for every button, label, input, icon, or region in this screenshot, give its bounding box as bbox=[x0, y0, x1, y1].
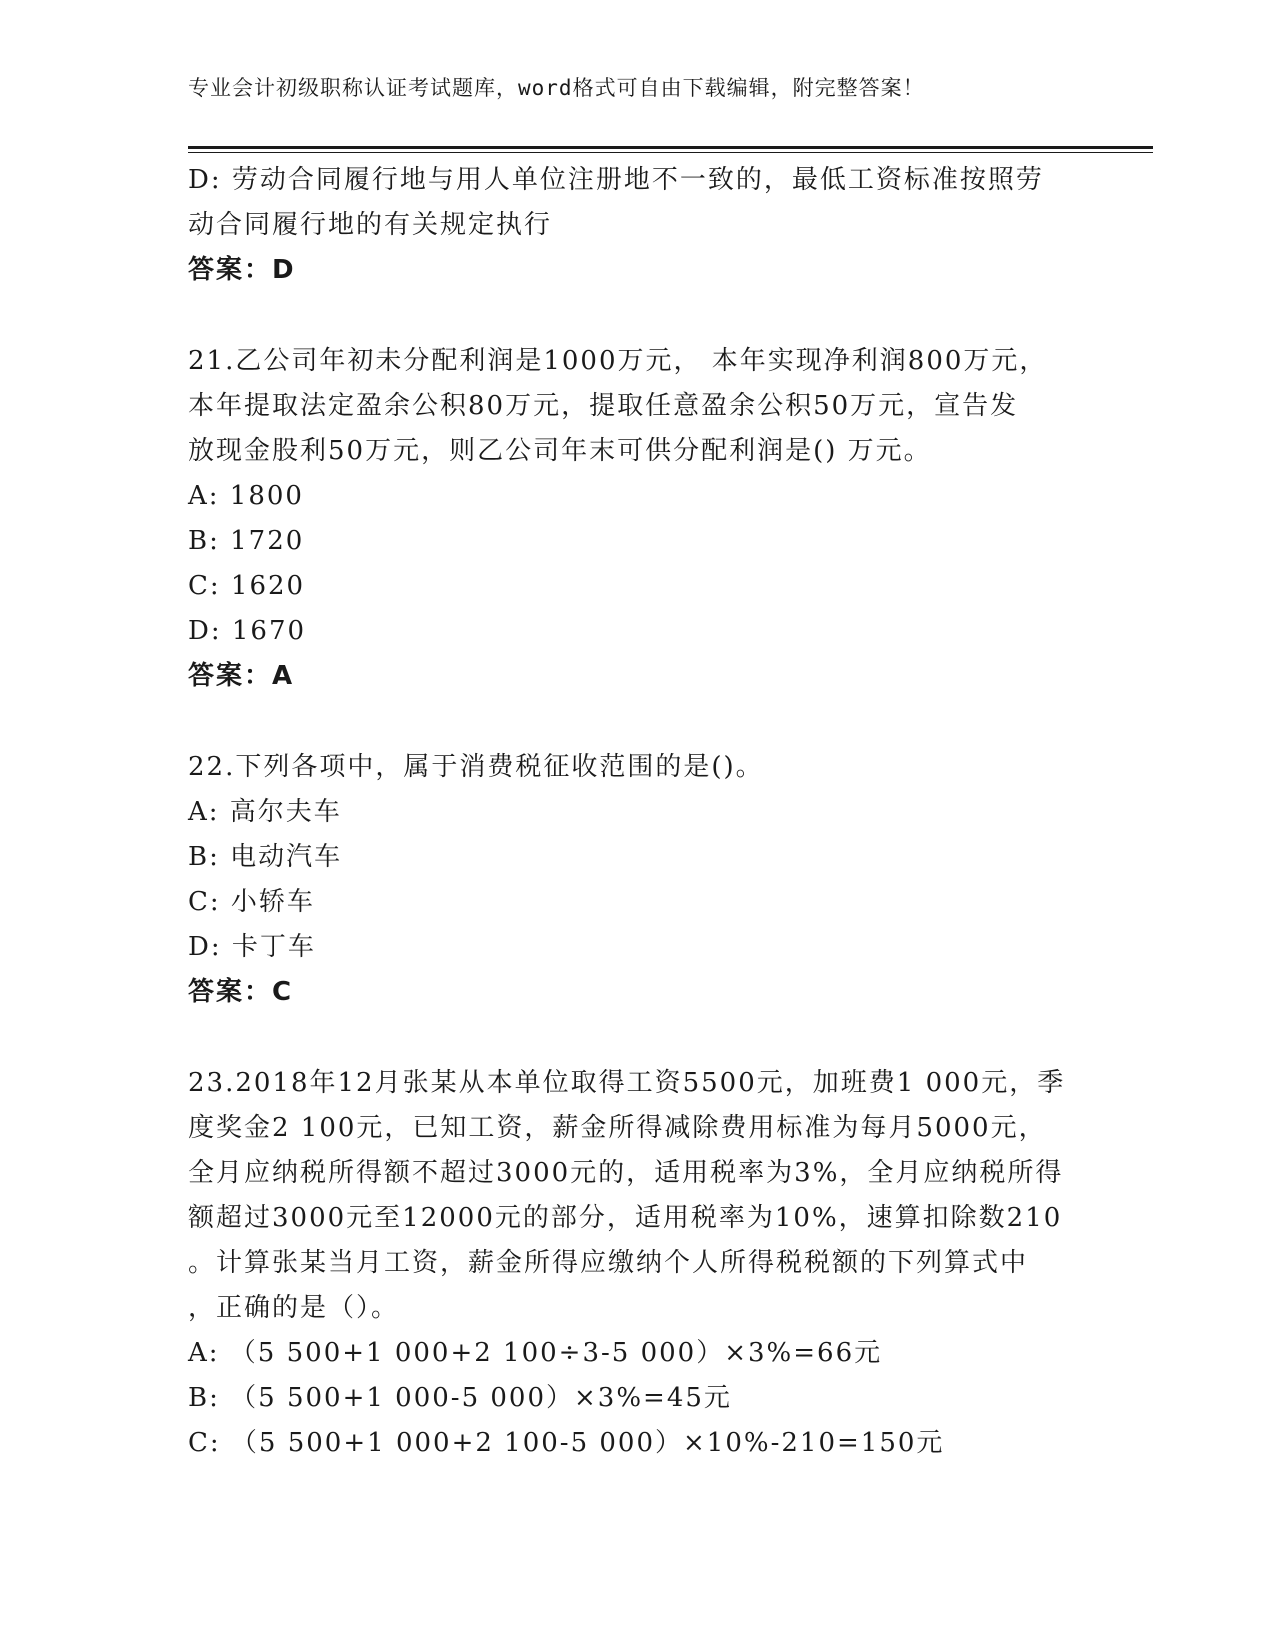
answer-label: 答案：A bbox=[188, 661, 295, 691]
option-c: C: （5 500+1 000+2 100-5 000）×10%-210=150元 bbox=[188, 1428, 945, 1458]
header-rule-thick bbox=[188, 146, 1153, 149]
question-text: 。计算张某当月工资，薪金所得应缴纳个人所得税税额的下列算式中 bbox=[188, 1248, 1029, 1278]
option-c: C: 小轿车 bbox=[188, 887, 315, 917]
question-text: 额超过3000元至12000元的部分，适用税率为10%，速算扣除数210 bbox=[188, 1203, 1063, 1233]
option-a: A: 1800 bbox=[188, 481, 304, 511]
spacer bbox=[188, 293, 1088, 339]
prev-question-block bbox=[188, 158, 1088, 293]
option-b: B: 电动汽车 bbox=[188, 842, 343, 872]
document-body bbox=[188, 158, 1088, 1466]
header-rule-thin bbox=[188, 152, 1153, 153]
answer-label: 答案：C bbox=[188, 977, 294, 1007]
option-a: A: （5 500+1 000+2 100÷3-5 000）×3%=66元 bbox=[188, 1338, 883, 1368]
option-b: B: （5 500+1 000-5 000）×3%=45元 bbox=[188, 1383, 732, 1413]
option-d-continued: 动合同履行地的有关规定执行 bbox=[188, 210, 553, 240]
option-d: D: 劳动合同履行地与用人单位注册地不一致的，最低工资标准按照劳 bbox=[188, 165, 1044, 195]
option-d: D: 卡丁车 bbox=[188, 932, 316, 962]
question-text: 全月应纳税所得额不超过3000元的，适用税率为3%，全月应纳税所得 bbox=[188, 1158, 1064, 1188]
question-text: 23.2018年12月张某从本单位取得工资5500元，加班费1 000元，季 bbox=[188, 1068, 1066, 1098]
spacer bbox=[188, 1015, 1088, 1061]
question-text: 22.下列各项中，属于消费税征收范围的是()。 bbox=[188, 752, 764, 782]
question-text: 放现金股利50万元，则乙公司年末可供分配利润是() 万元。 bbox=[188, 436, 932, 466]
page-header: 专业会计初级职称认证考试题库，word格式可自由下载编辑，附完整答案！ bbox=[188, 76, 925, 100]
question-21 bbox=[188, 339, 1088, 699]
option-d: D: 1670 bbox=[188, 616, 307, 646]
answer-label: 答案：D bbox=[188, 255, 296, 285]
question-22 bbox=[188, 745, 1088, 1015]
question-text: 度奖金2 100元，已知工资，薪金所得减除费用标准为每月5000元， bbox=[188, 1113, 1047, 1143]
question-text: ，正确的是（）。 bbox=[188, 1293, 400, 1323]
question-text: 21.乙公司年初未分配利润是1000万元， 本年实现净利润800万元， bbox=[188, 346, 1048, 376]
question-23 bbox=[188, 1061, 1088, 1466]
option-c: C: 1620 bbox=[188, 571, 306, 601]
question-text: 本年提取法定盈余公积80万元，提取任意盈余公积50万元，宣告发 bbox=[188, 391, 1019, 421]
spacer bbox=[188, 699, 1088, 745]
option-a: A: 高尔夫车 bbox=[188, 797, 342, 827]
option-b: B: 1720 bbox=[188, 526, 305, 556]
